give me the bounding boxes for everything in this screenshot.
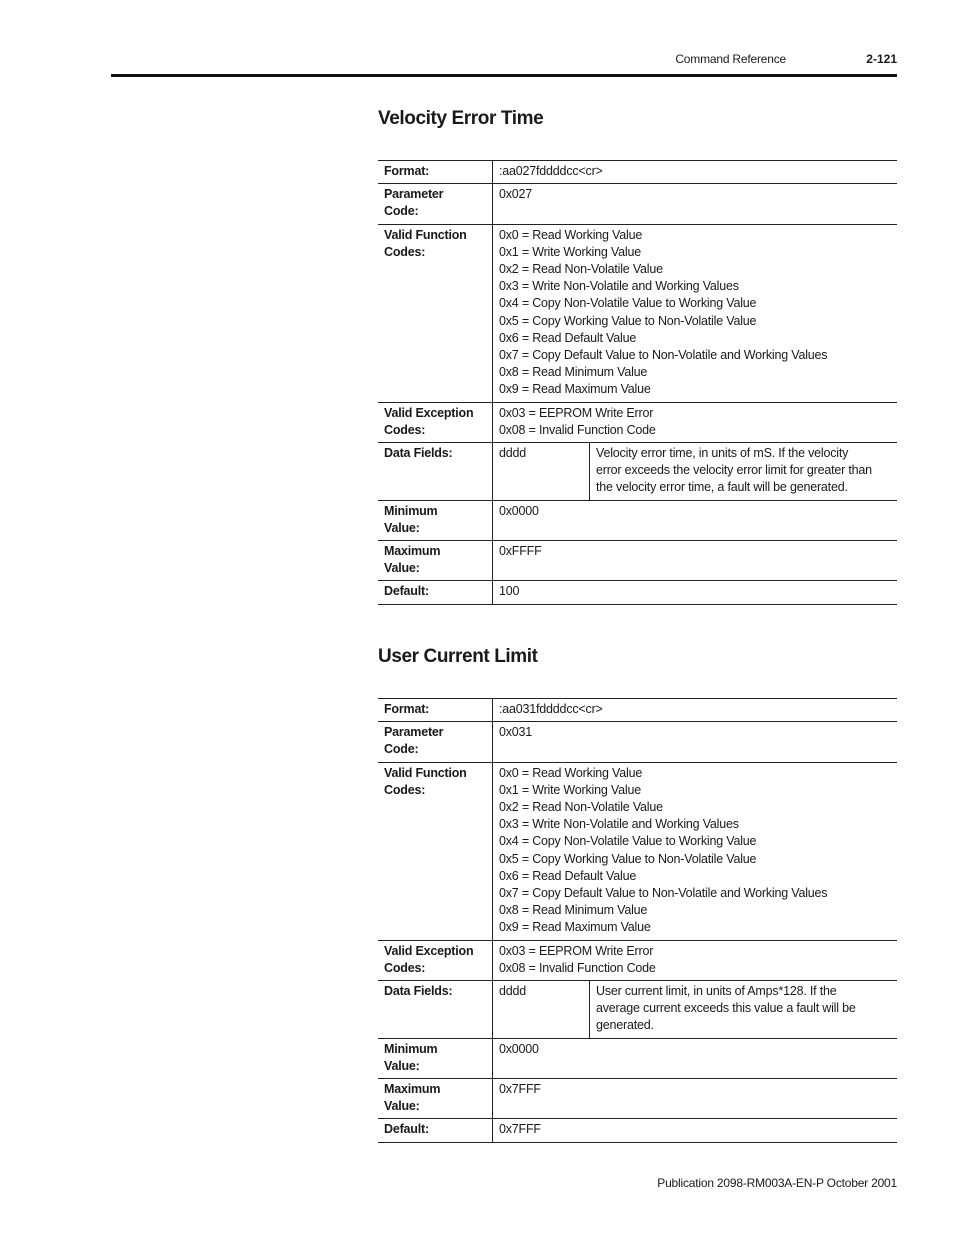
list-item: 0x6 = Read Default Value: [499, 868, 637, 883]
list-item: 0x8 = Read Minimum Value: [499, 903, 648, 918]
table-row: [378, 402, 897, 442]
list-item: 0x2 = Read Non-Volatile Value: [499, 800, 663, 815]
list-item: 0x7 = Copy Default Value to Non-Volatile and Working Values: [499, 886, 828, 901]
list-item: 0x3 = Write Non-Volatile and Working Values: [499, 279, 739, 294]
row-label: Minimum Value:: [378, 1038, 493, 1078]
list-item: 0x4 = Copy Non-Volatile Value to Working Value: [499, 834, 757, 849]
list-item: 0x2 = Read Non-Volatile Value: [499, 262, 663, 277]
table-row: [378, 940, 897, 980]
list-item: 0x9 = Read Maximum Value: [499, 382, 651, 397]
list-item: 0x6 = Read Default Value: [499, 330, 637, 345]
format-value: :aa031fddddcc<cr>: [493, 699, 898, 722]
parameter-table-velocity-error-time: [378, 160, 897, 605]
list-item: 0x1 = Write Working Value: [499, 244, 641, 259]
default-value: 100: [493, 581, 898, 604]
table-row: [378, 722, 897, 762]
table-row: [378, 500, 897, 540]
valid-exception-codes-list: [493, 402, 898, 442]
parameter-code-value: 0x027: [493, 184, 898, 224]
table-row: [378, 1119, 897, 1142]
section-title-velocity-error-time: Velocity Error Time: [378, 108, 544, 129]
list-item: 0x08 = Invalid Function Code: [499, 422, 656, 437]
list-item: 0x0 = Read Working Value: [499, 765, 643, 780]
table-row: [378, 443, 897, 501]
table-row: [378, 581, 897, 604]
list-item: 0x03 = EEPROM Write Error: [499, 405, 654, 420]
header-page-number: 2-121: [866, 52, 897, 66]
table-row: [378, 1079, 897, 1119]
data-field-description: Velocity error time, in units of mS. If the velocity error exceeds the velocity error limit for greater than the velocity error time, a fault will be generated.: [590, 443, 898, 501]
table-row: [378, 1038, 897, 1078]
list-item: 0x0 = Read Working Value: [499, 227, 643, 242]
row-label: Minimum Value:: [378, 500, 493, 540]
valid-function-codes-list: [493, 224, 898, 402]
list-item: 0x08 = Invalid Function Code: [499, 960, 656, 975]
table-row: [378, 224, 897, 402]
data-field-name: dddd: [493, 443, 590, 501]
parameter-table-user-current-limit: [378, 698, 897, 1143]
row-label: Maximum Value:: [378, 541, 493, 581]
table-row: [378, 161, 897, 184]
row-label: Format:: [378, 161, 493, 184]
row-label: Data Fields:: [378, 443, 493, 501]
row-label: Parameter Code:: [378, 184, 493, 224]
running-header: [0, 52, 954, 70]
row-label: Valid Exception Codes:: [378, 402, 493, 442]
publication-footer: Publication 2098-RM003A-EN-P October 2001: [657, 1176, 897, 1190]
list-item: 0x1 = Write Working Value: [499, 782, 641, 797]
table-row: [378, 981, 897, 1039]
list-item: 0x5 = Copy Working Value to Non-Volatile Value: [499, 851, 757, 866]
row-label: Parameter Code:: [378, 722, 493, 762]
minimum-value: 0x0000: [493, 1038, 898, 1078]
row-label: Format:: [378, 699, 493, 722]
header-section-name: Command Reference: [675, 52, 786, 66]
format-value: :aa027fddddcc<cr>: [493, 161, 898, 184]
data-field-name: dddd: [493, 981, 590, 1039]
maximum-value: 0xFFFF: [493, 541, 898, 581]
data-field-description: User current limit, in units of Amps*128. If the average current exceeds this value a fault will be generated.: [590, 981, 898, 1039]
default-value: 0x7FFF: [493, 1119, 898, 1142]
list-item: 0x9 = Read Maximum Value: [499, 920, 651, 935]
list-item: 0x5 = Copy Working Value to Non-Volatile Value: [499, 313, 757, 328]
valid-function-codes-list: [493, 762, 898, 940]
minimum-value: 0x0000: [493, 500, 898, 540]
table-row: [378, 762, 897, 940]
list-item: 0x03 = EEPROM Write Error: [499, 943, 654, 958]
row-label: Valid Function Codes:: [378, 762, 493, 940]
section-title-user-current-limit: User Current Limit: [378, 646, 538, 667]
table-row: [378, 699, 897, 722]
list-item: 0x7 = Copy Default Value to Non-Volatile and Working Values: [499, 348, 828, 363]
row-label: Data Fields:: [378, 981, 493, 1039]
row-label: Default:: [378, 581, 493, 604]
list-item: 0x3 = Write Non-Volatile and Working Values: [499, 817, 739, 832]
list-item: 0x8 = Read Minimum Value: [499, 365, 648, 380]
row-label: Maximum Value:: [378, 1079, 493, 1119]
table-row: [378, 541, 897, 581]
list-item: 0x4 = Copy Non-Volatile Value to Working Value: [499, 296, 757, 311]
parameter-code-value: 0x031: [493, 722, 898, 762]
row-label: Valid Exception Codes:: [378, 940, 493, 980]
row-label: Default:: [378, 1119, 493, 1142]
table-row: [378, 184, 897, 224]
maximum-value: 0x7FFF: [493, 1079, 898, 1119]
valid-exception-codes-list: [493, 940, 898, 980]
row-label: Valid Function Codes:: [378, 224, 493, 402]
header-rule: [111, 74, 897, 77]
